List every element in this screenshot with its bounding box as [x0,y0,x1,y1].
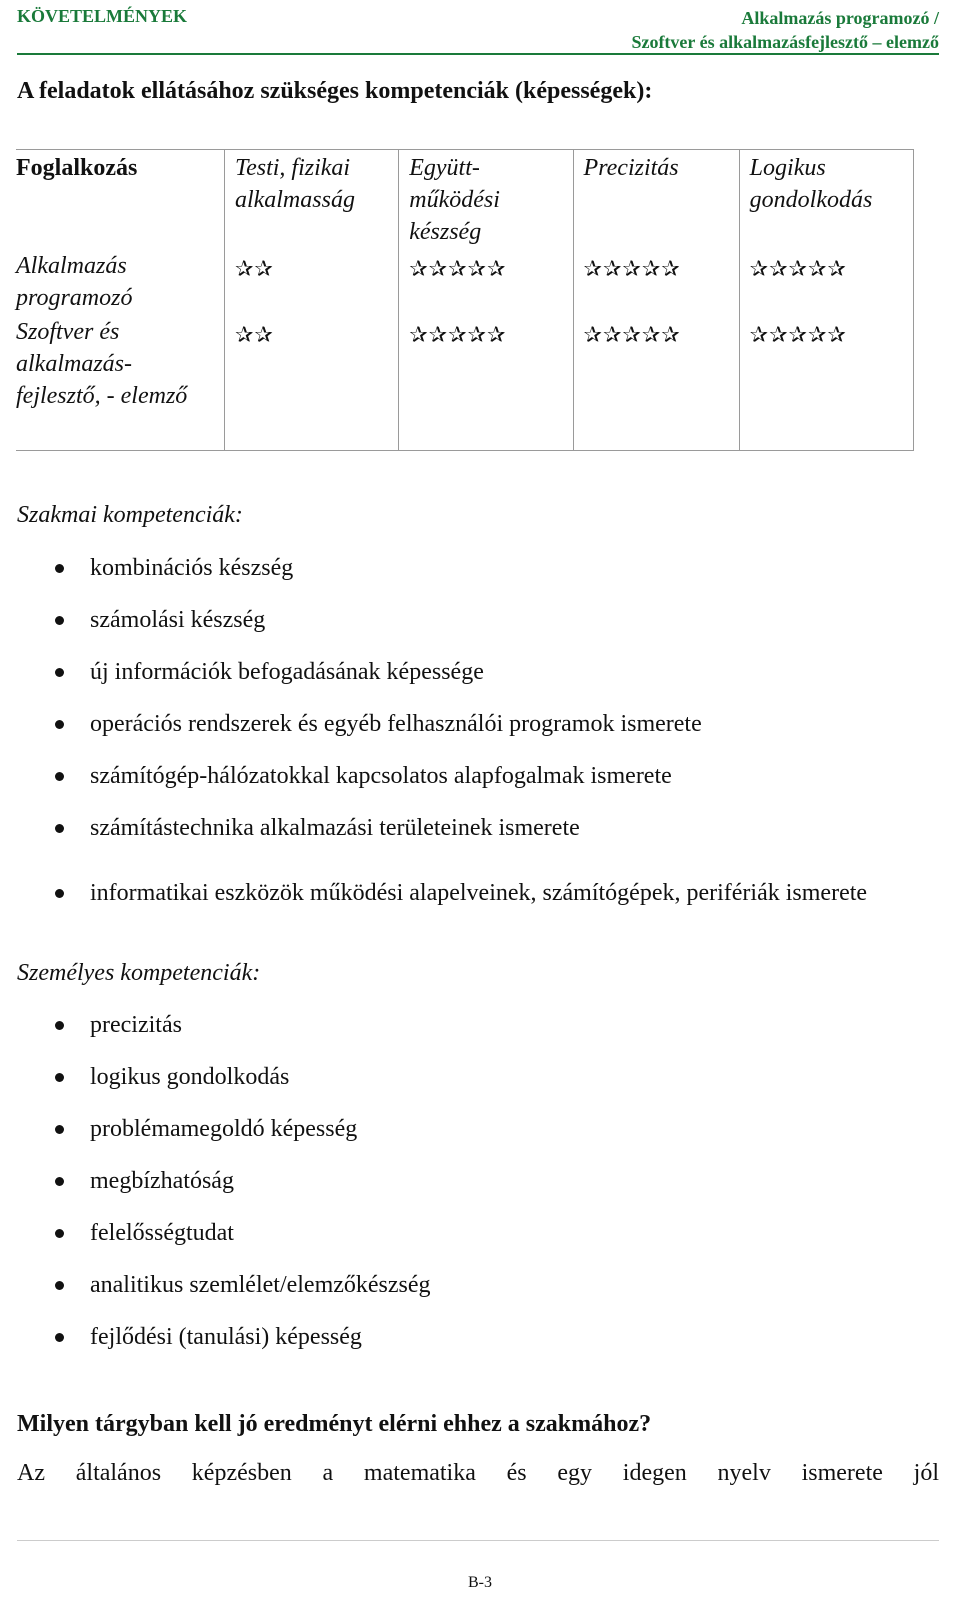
bullet-icon [55,1333,64,1342]
list-item [17,711,939,737]
bullet-icon [55,889,64,898]
list-item [17,1116,939,1142]
list-item [17,1220,939,1246]
professional-competencies-list [17,555,939,919]
list-item-text: új információk befogadásának képessége [90,659,484,685]
bullet-icon [55,1177,64,1186]
list-item-text: logikus gondolkodás [90,1064,290,1090]
rating-stars: ✰✰✰✰✰ [739,248,913,314]
question-heading: Milyen tárgyban kell jó eredményt elérni ehhez a szakmához? [17,1411,652,1437]
rating-stars: ✰✰✰✰✰ [739,314,913,451]
rating-stars: ✰✰ [224,248,398,314]
list-item [17,659,939,685]
list-item-text: megbízhatóság [90,1168,234,1194]
list-item [17,1324,939,1350]
competency-table [16,149,914,451]
table-cell-job: Szoftver és alkalmazás-fejlesztő, - elemző [16,314,224,451]
bullet-icon [55,564,64,573]
list-item-text: számítógép-hálózatokkal kapcsolatos alapfogalmak ismerete [90,763,672,789]
list-item-text: operációs rendszerek és egyéb felhasználói programok ismerete [90,711,702,737]
bullet-icon [55,668,64,677]
rating-stars: ✰✰✰✰✰ [399,248,573,314]
rating-stars: ✰✰✰✰✰ [399,314,573,451]
bullet-icon [55,1281,64,1290]
list-item [17,867,939,919]
table-header-physical: Testi, fizikai alkalmasság [224,150,398,249]
list-item [17,1012,939,1038]
list-item [17,607,939,633]
rating-stars: ✰✰✰✰✰ [573,314,739,451]
table-header-logic: Logikus gondolkodás [739,150,913,249]
bullet-icon [55,1021,64,1030]
list-item-text: számítástechnika alkalmazási területeinek ismerete [90,815,580,841]
personal-competencies-list [17,1012,939,1376]
bullet-icon [55,1229,64,1238]
bullet-icon [55,616,64,625]
section-title: A feladatok ellátásához szükséges kompetenciák (képességek): [17,78,653,104]
list-item [17,763,939,789]
table-row [16,314,914,451]
table-header-row [16,150,914,249]
rating-stars: ✰✰ [224,314,398,451]
question-answer-text: Az általános képzésben a matematika és egy idegen nyelv ismerete jól [17,1460,939,1486]
professional-competencies-label: Szakmai kompetenciák: [17,502,243,528]
bullet-icon [55,720,64,729]
bullet-icon [55,1073,64,1082]
header-divider [17,53,939,55]
table-header-cooperation: Együtt-működési készség [399,150,573,249]
header-occupation-line1: Alkalmazás programozó / [741,8,939,28]
list-item [17,1272,939,1298]
header-occupation [631,6,939,54]
list-item-text: precizitás [90,1012,182,1038]
list-item-text: felelősségtudat [90,1220,234,1246]
list-item-text: fejlődési (tanulási) képesség [90,1324,362,1350]
table-row [16,248,914,314]
header-section-title: KÖVETELMÉNYEK [17,6,188,26]
list-item [17,1064,939,1090]
personal-competencies-label: Személyes kompetenciák: [17,960,261,986]
bullet-icon [55,772,64,781]
table-cell-job: Alkalmazás programozó [16,248,224,314]
list-item-text: problémamegoldó képesség [90,1116,358,1142]
rating-stars: ✰✰✰✰✰ [573,248,739,314]
page-header [17,4,939,52]
table-header-precision: Precizitás [573,150,739,249]
list-item-text: számolási készség [90,607,266,633]
footer-divider [17,1540,939,1541]
header-occupation-line2: Szoftver és alkalmazásfejlesztő – elemző [631,32,939,52]
list-item [17,1168,939,1194]
list-item-text: kombinációs készség [90,555,294,581]
list-item [17,555,939,581]
list-item-text: informatikai eszközök működési alapelveinek, számítógépek, perifériák ismerete [90,880,868,906]
page-number: B-3 [468,1574,492,1591]
table-header-occupation: Foglalkozás [16,150,224,249]
list-item-text: analitikus szemlélet/elemzőkészség [90,1272,431,1298]
bullet-icon [55,1125,64,1134]
bullet-icon [55,824,64,833]
list-item [17,815,939,841]
